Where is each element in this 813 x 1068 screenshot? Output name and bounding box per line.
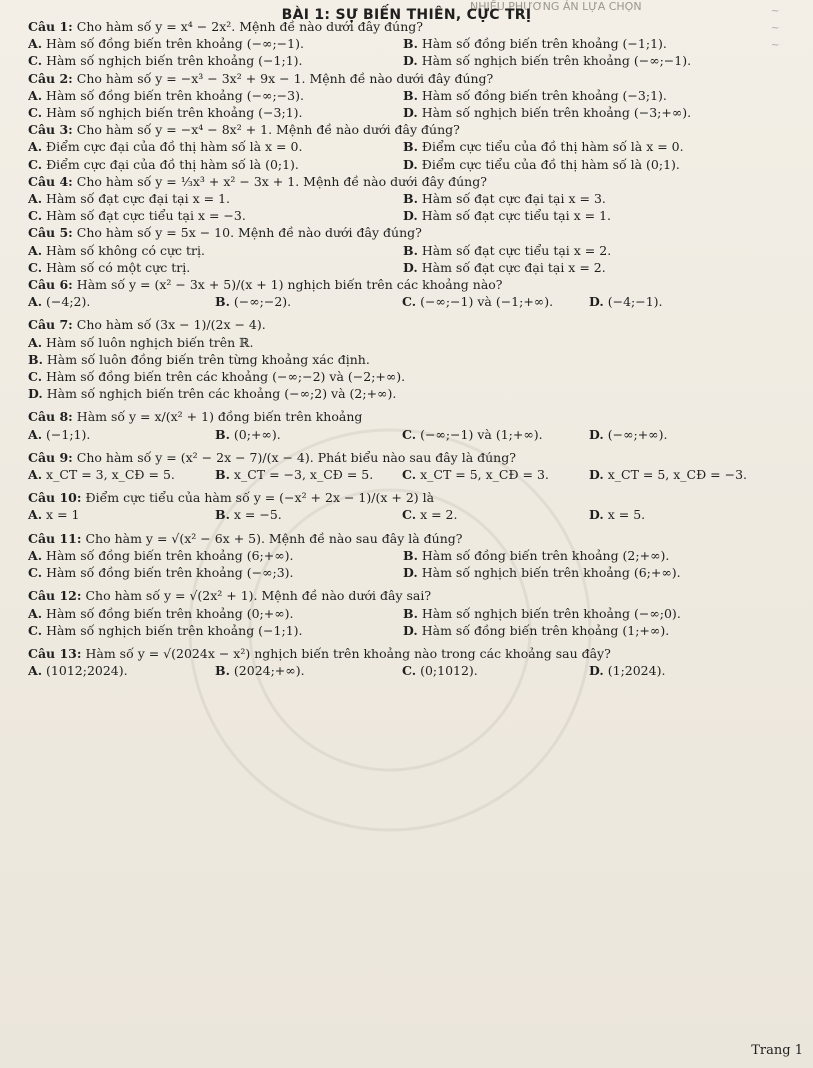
option-label: B. <box>28 351 43 367</box>
option-label: C. <box>28 105 43 121</box>
option-text: Hàm số nghịch biến trên khoảng (6;+∞). <box>421 565 681 581</box>
answer-options <box>28 35 768 69</box>
answer-option <box>589 466 768 483</box>
question-text: Cho hàm số y = −x⁴ − 8x² + 1. Mệnh đề nào dưới đây đúng? <box>76 122 460 138</box>
answer-options <box>28 190 768 224</box>
option-label: C. <box>28 156 43 172</box>
option-label: D. <box>403 259 418 275</box>
option-text: Hàm số không có cực trị. <box>46 242 205 258</box>
question-number: Câu 11: <box>28 530 82 546</box>
question-number: Câu 1: <box>28 19 73 34</box>
answer-option <box>215 662 394 679</box>
option-text: Hàm số nghịch biến trên khoảng (−∞;0). <box>421 605 681 621</box>
question-10 <box>28 489 768 523</box>
question-number: Câu 3: <box>28 122 73 138</box>
question-text: Hàm số y = √(2024x − x²) nghịch biến trên khoảng nào trong các khoảng sau đây? <box>85 645 611 661</box>
option-text: Hàm số đồng biến trên khoảng (−∞;3). <box>46 565 294 581</box>
answer-option <box>28 622 393 639</box>
option-label: D. <box>403 622 418 638</box>
option-label: B. <box>215 467 230 483</box>
answer-option <box>215 293 394 310</box>
answer-option <box>215 506 394 523</box>
option-label: A. <box>28 191 43 207</box>
option-text: Hàm số có một cực trị. <box>46 259 191 275</box>
option-label: C. <box>402 507 417 523</box>
option-text: Hàm số đồng biến trên khoảng (2;+∞). <box>421 547 670 563</box>
answer-option <box>28 156 393 173</box>
answer-options <box>28 466 768 483</box>
answer-option <box>28 242 393 259</box>
option-text: Hàm số nghịch biến trên các khoảng (−∞;2) và (2;+∞). <box>46 386 397 402</box>
option-text: Hàm số luôn đồng biến trên từng khoảng xác định. <box>46 351 370 367</box>
question-stem <box>28 224 768 241</box>
option-text: x_CT = 5, x_CĐ = −3. <box>607 467 748 483</box>
option-text: Hàm số luôn nghịch biến trên ℝ. <box>46 334 254 350</box>
answer-option <box>403 104 768 121</box>
option-label: B. <box>403 191 418 207</box>
option-label: A. <box>28 139 43 155</box>
option-text: Hàm số đạt cực tiểu tại x = −3. <box>46 208 246 224</box>
option-text: Hàm số nghịch biến trên khoảng (−1;1). <box>46 622 303 638</box>
answer-option <box>403 156 768 173</box>
option-text: Điểm cực tiểu của đồ thị hàm số là x = 0. <box>421 139 684 155</box>
question-number: Câu 5: <box>28 225 73 241</box>
question-number: Câu 6: <box>28 277 73 293</box>
answer-option <box>28 207 393 224</box>
option-label: B. <box>215 294 230 310</box>
option-text: Hàm số đồng biến trên khoảng (0;+∞). <box>46 605 294 621</box>
option-text: x_CT = 3, x_CĐ = 5. <box>46 467 175 483</box>
option-label: D. <box>403 105 418 121</box>
answer-options <box>28 662 768 679</box>
option-text: Hàm số nghịch biến trên khoảng (−3;1). <box>46 105 303 121</box>
answer-option <box>403 547 768 564</box>
answer-option <box>215 466 394 483</box>
answer-option <box>28 138 393 155</box>
answer-options <box>28 138 768 172</box>
answer-option <box>28 385 768 402</box>
question-text: Cho hàm số y = x⁴ − 2x². Mệnh đề nào dưới đây đúng? <box>76 19 423 34</box>
option-text: (−1;1). <box>46 426 91 442</box>
option-label: A. <box>28 605 43 621</box>
question-stem <box>28 645 768 662</box>
page-header: NHIỀU PHƯƠNG ÁN LỰA CHỌN <box>470 0 642 13</box>
answer-option <box>28 334 768 351</box>
answer-option <box>28 368 768 385</box>
option-label: A. <box>28 294 43 310</box>
option-label: B. <box>215 507 230 523</box>
answer-option <box>28 35 393 52</box>
option-text: Hàm số nghịch biến trên khoảng (−∞;−1). <box>421 53 692 69</box>
answer-option <box>28 293 207 310</box>
answer-option <box>403 242 768 259</box>
option-label: C. <box>28 622 43 638</box>
question-stem <box>28 70 768 87</box>
option-label: B. <box>403 36 418 52</box>
option-text: Điểm cực tiểu của đồ thị hàm số là (0;1). <box>421 156 680 172</box>
question-text: Điểm cực tiểu của hàm số y = (−x² + 2x − 1)/(x + 2) là <box>85 490 435 506</box>
answer-option <box>28 605 393 622</box>
question-text: Cho hàm y = √(x² − 6x + 5). Mệnh đề nào sau đây là đúng? <box>85 530 463 546</box>
question-text: Cho hàm số y = 5x − 10. Mệnh đề nào dưới đây đúng? <box>76 225 422 241</box>
margin-scribble: ~ <box>771 23 780 34</box>
option-text: (0;1012). <box>420 663 478 679</box>
option-text: Hàm số đồng biến trên khoảng (−∞;−3). <box>46 87 304 103</box>
question-text: Cho hàm số y = −x³ − 3x² + 9x − 1. Mệnh đề nào dưới đây đúng? <box>76 70 494 86</box>
option-label: A. <box>28 663 43 679</box>
question-stem <box>28 489 768 506</box>
option-label: B. <box>403 139 418 155</box>
option-text: x = 5. <box>607 507 646 523</box>
question-stem <box>28 173 768 190</box>
question-text: Cho hàm số (3x − 1)/(2x − 4). <box>76 317 266 333</box>
question-6 <box>28 276 768 310</box>
option-text: (−∞;−1) và (1;+∞). <box>420 426 543 442</box>
option-label: D. <box>589 426 604 442</box>
question-number: Câu 7: <box>28 317 73 333</box>
option-label: C. <box>28 208 43 224</box>
option-label: B. <box>403 605 418 621</box>
answer-option <box>28 351 768 368</box>
question-number: Câu 8: <box>28 409 73 425</box>
answer-option <box>28 190 393 207</box>
question-3 <box>28 121 768 173</box>
margin-notes <box>763 0 813 180</box>
option-label: D. <box>403 53 418 69</box>
option-text: Hàm số đồng biến trên khoảng (6;+∞). <box>46 547 294 563</box>
question-stem <box>28 316 768 333</box>
option-label: A. <box>28 334 43 350</box>
option-text: Hàm số đạt cực đại tại x = 3. <box>421 191 606 207</box>
answer-option <box>402 466 581 483</box>
answer-option <box>589 506 768 523</box>
answer-option <box>28 662 207 679</box>
option-label: C. <box>28 565 43 581</box>
option-text: (1;2024). <box>607 663 666 679</box>
option-text: Hàm số đồng biến trên các khoảng (−∞;−2) và (−2;+∞). <box>46 369 406 385</box>
question-number: Câu 10: <box>28 490 82 506</box>
question-stem <box>28 276 768 293</box>
option-label: C. <box>28 259 43 275</box>
option-label: D. <box>403 565 418 581</box>
option-text: Hàm số đồng biến trên khoảng (1;+∞). <box>421 622 670 638</box>
question-number: Câu 9: <box>28 449 73 465</box>
option-label: C. <box>402 467 417 483</box>
option-label: C. <box>28 53 43 69</box>
option-text: x_CT = −3, x_CĐ = 5. <box>233 467 374 483</box>
question-list <box>28 18 768 685</box>
option-label: C. <box>402 294 417 310</box>
option-label: A. <box>28 87 43 103</box>
answer-options <box>28 242 768 276</box>
answer-option <box>403 190 768 207</box>
option-text: Hàm số nghịch biến trên khoảng (−3;+∞). <box>421 105 692 121</box>
answer-option <box>589 293 768 310</box>
question-number: Câu 13: <box>28 645 82 661</box>
option-label: A. <box>28 36 43 52</box>
option-label: A. <box>28 547 43 563</box>
option-label: C. <box>402 663 417 679</box>
question-text: Cho hàm số y = ⅓x³ + x² − 3x + 1. Mệnh đề nào dưới đây đúng? <box>76 173 487 189</box>
answer-options <box>28 87 768 121</box>
option-text: Hàm số đạt cực tiểu tại x = 1. <box>421 208 612 224</box>
option-label: C. <box>28 369 43 385</box>
margin-scribble: ~ <box>771 6 780 17</box>
margin-scribble: ~ <box>771 40 780 51</box>
page-title: BÀI 1: SỰ BIẾN THIÊN, CỰC TRỊ <box>281 7 532 23</box>
option-text: Hàm số nghịch biến trên khoảng (−1;1). <box>46 53 303 69</box>
answer-option <box>403 605 768 622</box>
answer-option <box>403 622 768 639</box>
question-stem <box>28 408 768 425</box>
answer-option <box>402 662 581 679</box>
option-text: (1012;2024). <box>46 663 128 679</box>
option-label: D. <box>28 386 43 402</box>
option-label: D. <box>589 467 604 483</box>
question-text: Cho hàm số y = √(2x² + 1). Mệnh đề nào dưới đây sai? <box>85 588 432 604</box>
answer-option <box>589 662 768 679</box>
answer-option <box>28 506 207 523</box>
option-text: (−∞;−2). <box>233 294 292 310</box>
answer-option <box>28 426 207 443</box>
answer-options <box>28 293 768 310</box>
answer-option <box>28 466 207 483</box>
question-number: Câu 4: <box>28 173 73 189</box>
option-label: A. <box>28 467 43 483</box>
option-text: x_CT = 5, x_CĐ = 3. <box>420 467 549 483</box>
page-number: Trang 1 <box>751 1043 803 1058</box>
answer-option <box>403 207 768 224</box>
answer-option <box>403 564 768 581</box>
answer-option <box>589 426 768 443</box>
option-text: Hàm số đạt cực đại tại x = 1. <box>46 191 231 207</box>
question-1 <box>28 18 768 70</box>
question-stem <box>28 530 768 547</box>
answer-option <box>403 259 768 276</box>
option-text: Điểm cực đại của đồ thị hàm số là (0;1). <box>46 156 299 172</box>
question-4 <box>28 173 768 225</box>
question-7 <box>28 316 768 402</box>
option-text: Hàm số đồng biến trên khoảng (−1;1). <box>421 36 667 52</box>
option-text: (−4;−1). <box>607 294 663 310</box>
answer-option <box>402 506 581 523</box>
option-label: C. <box>402 426 417 442</box>
option-label: D. <box>403 208 418 224</box>
question-text: Cho hàm số y = (x² − 2x − 7)/(x − 4). Phát biểu nào sau đây là đúng? <box>76 449 516 465</box>
question-11 <box>28 530 768 582</box>
option-text: Hàm số đạt cực đại tại x = 2. <box>421 259 606 275</box>
option-label: D. <box>589 663 604 679</box>
option-text: x = −5. <box>233 507 282 523</box>
question-12 <box>28 587 768 639</box>
answer-options <box>28 506 768 523</box>
question-stem <box>28 121 768 138</box>
option-text: (−∞;+∞). <box>607 426 668 442</box>
option-label: A. <box>28 507 43 523</box>
option-label: B. <box>215 426 230 442</box>
option-label: A. <box>28 426 43 442</box>
question-13 <box>28 645 768 679</box>
option-text: x = 1 <box>46 507 80 523</box>
answer-option <box>28 104 393 121</box>
answer-option <box>403 87 768 104</box>
question-stem <box>28 18 768 35</box>
option-text: Hàm số đồng biến trên khoảng (−3;1). <box>421 87 667 103</box>
option-label: B. <box>215 663 230 679</box>
answer-option <box>402 426 581 443</box>
option-text: (0;+∞). <box>233 426 281 442</box>
option-text: (−∞;−1) và (−1;+∞). <box>420 294 554 310</box>
answer-option <box>28 547 393 564</box>
option-text: x = 2. <box>420 507 458 523</box>
option-label: B. <box>403 87 418 103</box>
option-text: (−4;2). <box>46 294 91 310</box>
option-label: D. <box>589 507 604 523</box>
answer-option <box>28 52 393 69</box>
question-5 <box>28 224 768 276</box>
answer-option <box>28 564 393 581</box>
answer-options <box>28 547 768 581</box>
option-text: Hàm số đạt cực tiểu tại x = 2. <box>421 242 612 258</box>
answer-option <box>402 293 581 310</box>
question-text: Hàm số y = x/(x² + 1) đồng biến trên khoảng <box>76 409 363 425</box>
question-9 <box>28 449 768 483</box>
option-label: D. <box>589 294 604 310</box>
option-label: A. <box>28 242 43 258</box>
question-number: Câu 2: <box>28 70 73 86</box>
question-text: Hàm số y = (x² − 3x + 5)/(x + 1) nghịch biến trên các khoảng nào? <box>76 277 503 293</box>
option-text: Điểm cực đại của đồ thị hàm số là x = 0. <box>46 139 303 155</box>
question-number: Câu 12: <box>28 588 82 604</box>
option-label: B. <box>403 547 418 563</box>
answer-options <box>28 426 768 443</box>
answer-option <box>28 259 393 276</box>
option-text: (2024;+∞). <box>233 663 305 679</box>
answer-options <box>28 605 768 639</box>
option-label: D. <box>403 156 418 172</box>
answer-option <box>403 138 768 155</box>
question-stem <box>28 587 768 604</box>
answer-option <box>403 52 768 69</box>
question-stem <box>28 449 768 466</box>
option-text: Hàm số đồng biến trên khoảng (−∞;−1). <box>46 36 304 52</box>
spacer <box>28 679 768 685</box>
answer-option <box>403 35 768 52</box>
option-label: B. <box>403 242 418 258</box>
answer-option <box>28 87 393 104</box>
answer-options <box>28 334 768 403</box>
answer-option <box>215 426 394 443</box>
question-8 <box>28 408 768 442</box>
question-2 <box>28 70 768 122</box>
